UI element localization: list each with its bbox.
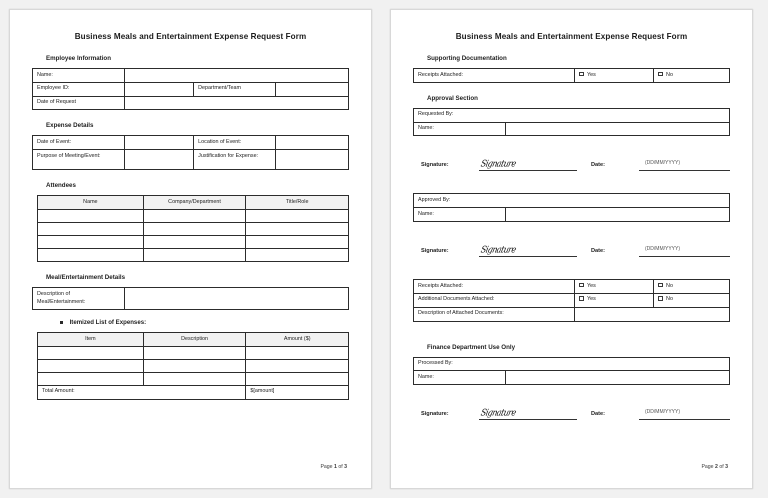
purpose-label: Purpose of Meeting/Event:	[33, 150, 125, 170]
meal-description-table	[32, 287, 349, 310]
square-bullet-icon	[60, 321, 63, 324]
receipts-no-cell[interactable]	[654, 69, 730, 83]
attendee-title-cell[interactable]	[246, 249, 349, 262]
purpose-input[interactable]	[124, 150, 194, 170]
table-total-row	[38, 385, 349, 399]
name-label: Name:	[33, 69, 125, 83]
attendee-title-cell[interactable]	[246, 210, 349, 223]
table-row	[414, 108, 730, 122]
approved-by-signature-row	[413, 231, 730, 257]
total-amount-label: Total Amount:	[38, 385, 246, 399]
date-format-hint: (DD/MM/YYYY)	[645, 409, 680, 416]
item-description-cell[interactable]	[143, 346, 246, 359]
approved-by-name-input[interactable]	[505, 208, 729, 222]
employee-id-label: Employee ID:	[33, 82, 125, 96]
checkbox-icon[interactable]	[658, 283, 662, 287]
attachments-receipts-no-cell[interactable]	[654, 280, 730, 294]
date-of-request-input[interactable]	[124, 96, 348, 110]
item-cell[interactable]	[38, 372, 144, 385]
table-row	[414, 69, 730, 83]
justification-label: Justification for Expense:	[194, 150, 276, 170]
itemized-bullet	[60, 319, 349, 326]
itemized-col-description: Description	[143, 332, 246, 346]
page-title: Business Meals and Entertainment Expense Request Form	[74, 32, 307, 41]
no-label: No	[666, 282, 673, 289]
date-line[interactable]	[639, 399, 730, 420]
itemized-expenses-table	[37, 332, 349, 400]
location-of-event-label: Location of Event:	[194, 136, 276, 150]
table-row	[33, 69, 349, 83]
footer-total-pages: 3	[344, 464, 347, 470]
table-row	[33, 150, 349, 170]
table-row	[38, 236, 349, 249]
processed-by-label: Processed By:	[414, 357, 730, 371]
attendees-table	[37, 195, 349, 262]
table-header-row	[38, 332, 349, 346]
table-row	[414, 307, 730, 321]
itemized-col-item: Item	[38, 332, 144, 346]
requested-by-label: Requested By:	[414, 108, 730, 122]
item-cell[interactable]	[38, 359, 144, 372]
attachments-receipts-yes-cell[interactable]	[575, 280, 654, 294]
footer-total-pages: 3	[725, 464, 728, 470]
date-label: Date:	[591, 162, 605, 169]
attendee-name-cell[interactable]	[38, 210, 144, 223]
yes-label: Yes	[587, 282, 596, 289]
attendee-title-cell[interactable]	[246, 236, 349, 249]
document-page-1[interactable]	[9, 9, 372, 489]
signature-line[interactable]	[479, 150, 577, 171]
signature-label: Signature:	[421, 411, 449, 418]
finance-name-input[interactable]	[505, 371, 729, 385]
table-row	[33, 82, 349, 96]
table-header-row	[38, 196, 349, 210]
checkbox-icon[interactable]	[579, 296, 583, 300]
item-amount-cell[interactable]	[246, 372, 349, 385]
item-description-cell[interactable]	[143, 359, 246, 372]
signature-line[interactable]	[479, 236, 577, 257]
attendees-col-name: Name	[38, 196, 144, 210]
section-heading-supporting-documentation: Supporting Documentation	[427, 55, 507, 62]
footer-page-number: 1	[334, 464, 337, 470]
department-team-input[interactable]	[276, 82, 349, 96]
table-row	[414, 194, 730, 208]
attendees-col-title: Title/Role	[246, 196, 349, 210]
attendee-name-cell[interactable]	[38, 223, 144, 236]
requested-by-signature-row	[413, 145, 730, 171]
total-amount-value[interactable]: $[amount]	[246, 385, 349, 399]
receipts-yes-label: Yes	[587, 71, 596, 78]
attendee-company-cell[interactable]	[143, 249, 246, 262]
attendee-company-cell[interactable]	[143, 210, 246, 223]
additional-documents-label: Additional Documents Attached:	[414, 293, 575, 307]
table-row	[33, 136, 349, 150]
requested-by-table	[413, 108, 730, 137]
signature-label: Signature:	[421, 248, 449, 255]
date-line[interactable]	[639, 236, 730, 257]
table-row	[38, 346, 349, 359]
employee-information-table	[32, 68, 349, 110]
document-page-2[interactable]	[390, 9, 753, 489]
approved-by-label: Approved By:	[414, 194, 730, 208]
attendee-company-cell[interactable]	[143, 236, 246, 249]
requested-by-name-input[interactable]	[505, 122, 729, 136]
table-row	[38, 249, 349, 262]
signature-line[interactable]	[479, 399, 577, 420]
employee-id-input[interactable]	[124, 82, 194, 96]
checkbox-icon[interactable]	[658, 296, 662, 300]
date-of-event-input[interactable]	[124, 136, 194, 150]
meal-description-input[interactable]	[124, 288, 348, 310]
attendee-name-cell[interactable]	[38, 249, 144, 262]
date-format-hint: (DD/MM/YYYY)	[645, 246, 680, 253]
attachments-table	[413, 279, 730, 321]
supporting-documentation-table	[413, 68, 730, 83]
expense-details-table	[32, 135, 349, 170]
footer-prefix: Page	[320, 464, 334, 470]
table-row	[33, 288, 349, 310]
table-row	[38, 210, 349, 223]
signature-script: Signature	[479, 407, 517, 418]
date-of-event-label: Date of Event:	[33, 136, 125, 150]
table-row	[414, 371, 730, 385]
requested-by-name-label: Name:	[414, 122, 506, 136]
yes-label: Yes	[587, 296, 596, 303]
description-of-attached-documents-label: Description of Attached Documents:	[414, 307, 575, 321]
date-label: Date:	[591, 248, 605, 255]
checkbox-icon[interactable]	[579, 72, 583, 76]
checkbox-icon[interactable]	[658, 72, 662, 76]
finance-signature-row	[413, 394, 730, 420]
table-row	[33, 96, 349, 110]
footer-middle: of	[717, 464, 726, 470]
itemized-bullet-label: Itemized List of Expenses:	[69, 318, 147, 326]
additional-documents-no-cell[interactable]	[654, 293, 730, 307]
attendee-company-cell[interactable]	[143, 223, 246, 236]
attendees-col-company: Company/Department	[143, 196, 246, 210]
additional-documents-yes-cell[interactable]	[575, 293, 654, 307]
receipts-attached-label: Receipts Attached:	[414, 69, 575, 83]
department-team-label: Department/Team	[194, 82, 276, 96]
table-row	[414, 280, 730, 294]
approved-by-name-label: Name:	[414, 208, 506, 222]
item-cell[interactable]	[38, 346, 144, 359]
meal-description-label: Description of Meal/Entertainment:	[33, 288, 125, 310]
table-row	[38, 372, 349, 385]
date-label: Date:	[591, 411, 605, 418]
table-row	[38, 359, 349, 372]
signature-script: Signature	[479, 243, 517, 255]
date-format-hint: (DD/MM/YYYY)	[645, 160, 680, 167]
spacer	[413, 257, 730, 279]
footer-prefix: Page	[701, 464, 715, 470]
item-amount-cell[interactable]	[246, 346, 349, 359]
page-footer-2	[701, 464, 728, 470]
table-row	[414, 293, 730, 307]
footer-page-number: 2	[715, 464, 718, 470]
finance-name-label: Name:	[414, 371, 506, 385]
checkbox-icon[interactable]	[579, 283, 583, 287]
section-heading-attendees: Attendees	[46, 182, 76, 190]
section-heading-meal-details: Meal/Entertainment Details	[46, 274, 126, 282]
table-row	[414, 208, 730, 222]
location-of-event-input[interactable]	[276, 136, 349, 150]
signature-script: Signature	[479, 158, 517, 169]
attachments-receipts-label: Receipts Attached:	[414, 280, 575, 294]
section-heading-employee-information: Employee Information	[46, 55, 111, 62]
section-heading-finance: Finance Department Use Only	[427, 343, 516, 351]
itemized-col-amount: Amount ($)	[246, 332, 349, 346]
attendee-title-cell[interactable]	[246, 223, 349, 236]
attendee-name-cell[interactable]	[38, 236, 144, 249]
description-of-attached-documents-input[interactable]	[575, 307, 730, 321]
approved-by-table	[413, 193, 730, 222]
finance-table	[413, 357, 730, 386]
page-footer-1	[320, 464, 347, 470]
item-description-cell[interactable]	[143, 372, 246, 385]
receipts-yes-cell[interactable]	[575, 69, 654, 83]
justification-input[interactable]	[276, 150, 349, 170]
signature-label: Signature:	[421, 162, 449, 169]
no-label: No	[666, 296, 673, 303]
date-of-request-label: Date of Request	[33, 96, 125, 110]
date-line[interactable]	[639, 150, 730, 171]
page-title: Business Meals and Entertainment Expense Request Form	[455, 32, 688, 41]
item-amount-cell[interactable]	[246, 359, 349, 372]
footer-middle: of	[336, 464, 345, 470]
section-heading-expense-details: Expense Details	[46, 122, 94, 130]
section-heading-approval: Approval Section	[427, 94, 478, 102]
receipts-no-label: No	[666, 71, 673, 78]
table-row	[414, 122, 730, 136]
spacer	[413, 171, 730, 193]
name-input[interactable]	[124, 69, 348, 83]
table-row	[414, 357, 730, 371]
table-row	[38, 223, 349, 236]
